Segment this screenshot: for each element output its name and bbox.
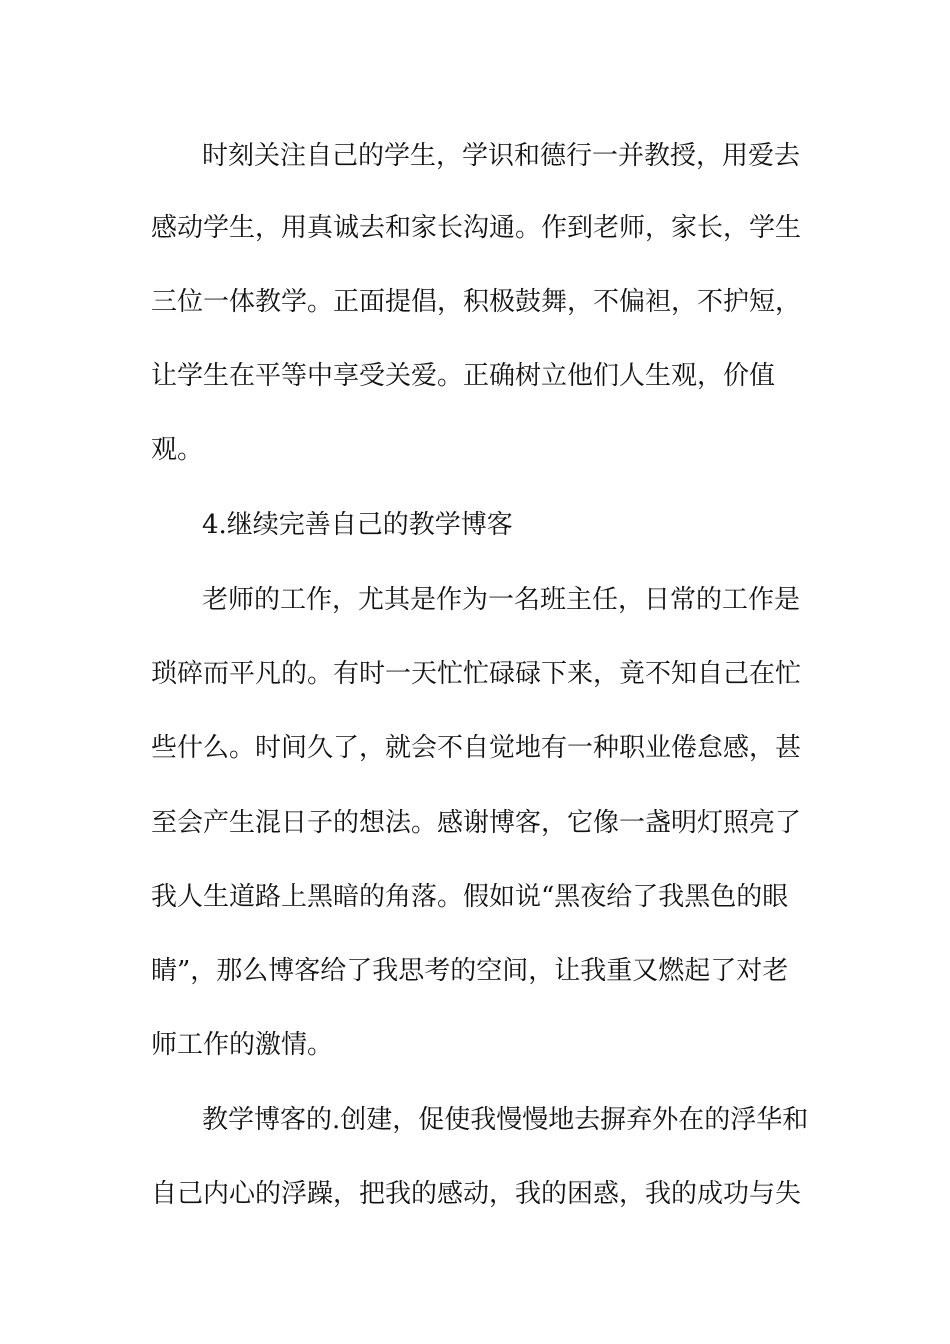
text-line: 我人生道路上黑暗的角落。假如说“黑夜给了我黑色的眼 <box>151 882 789 912</box>
text-line: 老师的工作，尤其是作为一名班主任，日常的工作是 <box>202 585 801 615</box>
text-line: 睛”，那么博客给了我思考的空间，让我重又燃起了对老 <box>151 956 789 986</box>
text-line: 感动学生，用真诚去和家长沟通。作到老师，家长，学生 <box>151 213 802 243</box>
text-line: 自己内心的浮躁，把我的感动，我的困惑，我的成功与失 <box>151 1179 802 1209</box>
text-line: 时刻关注自己的学生，学识和德行一并教授，用爱去 <box>202 141 801 171</box>
text-line: 教学博客的.创建，促使我慢慢地去摒弃外在的浮华和 <box>202 1105 809 1135</box>
text-line: 三位一体教学。正面提倡，积极鼓舞，不偏袒，不护短， <box>151 287 802 317</box>
text-line: 些什么。时间久了，就会不自觉地有一种职业倦怠感，甚 <box>151 733 802 763</box>
text-line: 琐碎而平凡的。有时一天忙忙碌碌下来，竟不知自己在忙 <box>151 659 802 689</box>
text-line: 让学生在平等中享受关爱。正确树立他们人生观，价值 <box>151 361 776 391</box>
text-line: 观。 <box>151 435 204 465</box>
text-line: 师工作的激情。 <box>151 1030 334 1060</box>
section-heading: 4.继续完善自己的教学博客 <box>202 510 513 540</box>
text-line: 至会产生混日子的想法。感谢博客，它像一盏明灯照亮了 <box>151 808 802 838</box>
